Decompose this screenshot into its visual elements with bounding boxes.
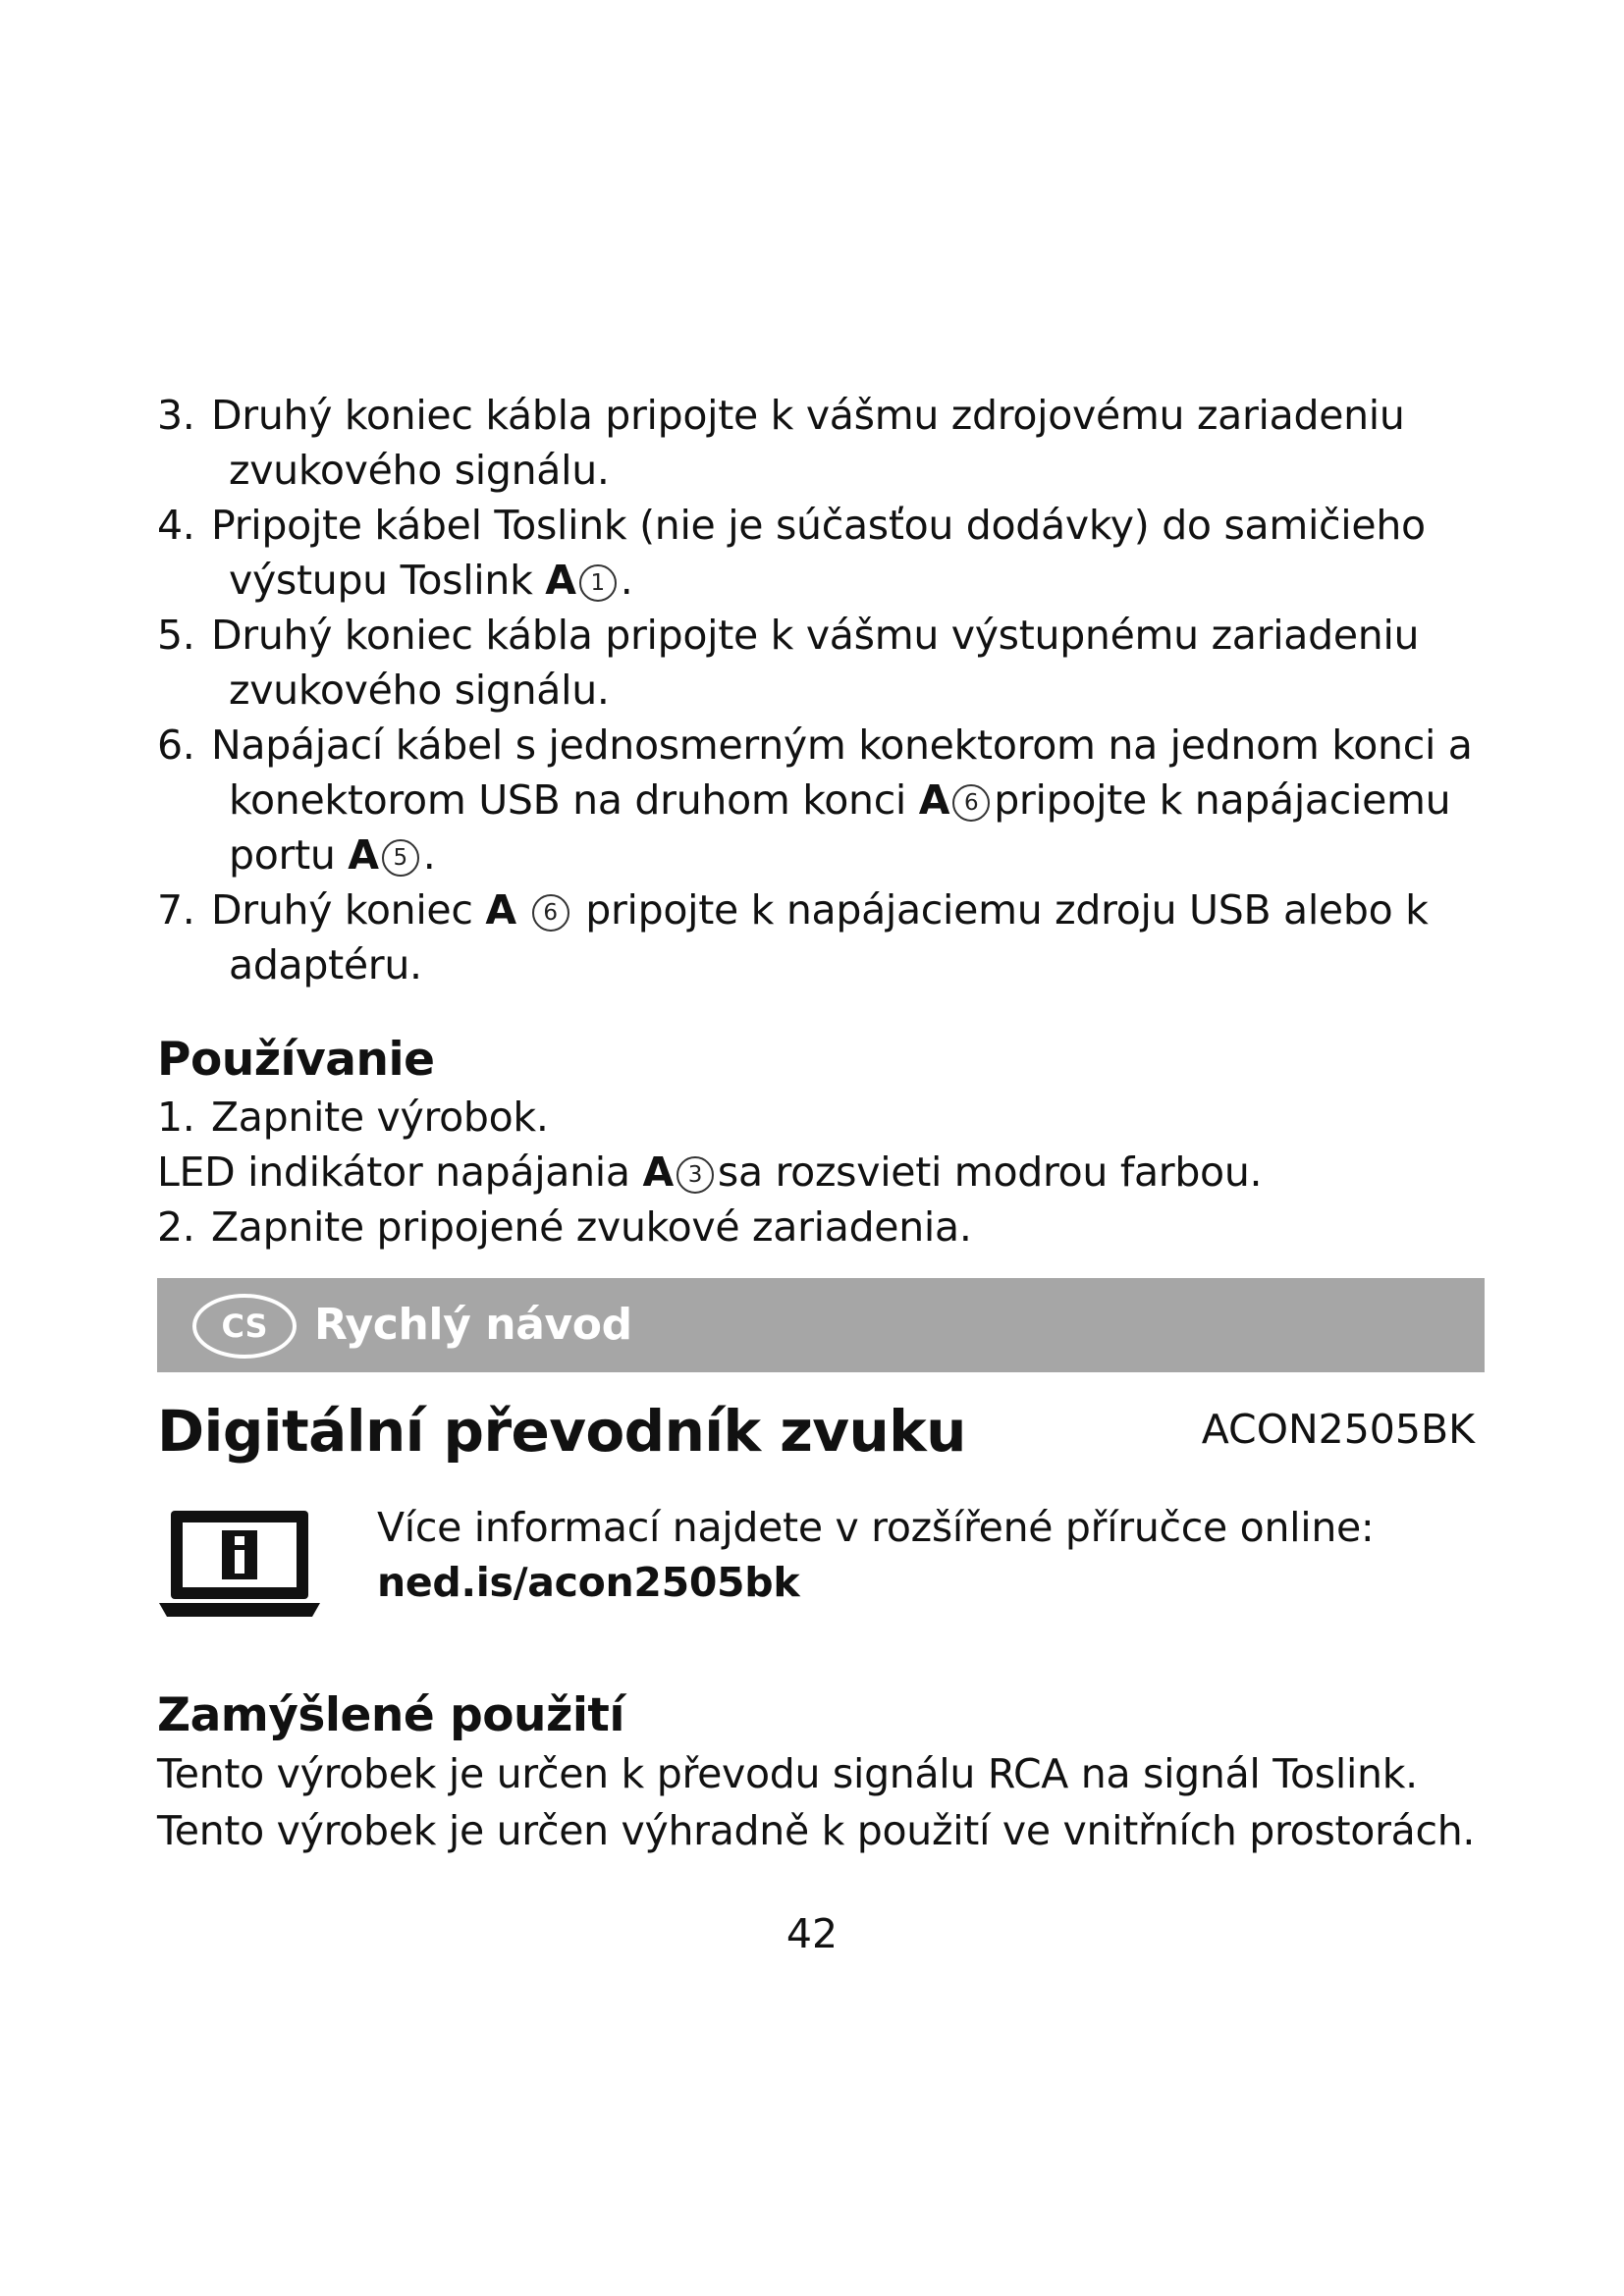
banner-title: Rychlý návod	[314, 1300, 632, 1350]
usage-section	[157, 1031, 1492, 1255]
intended-use-heading: Zamýšlené použití	[157, 1688, 625, 1742]
callout-number: 3	[677, 1156, 714, 1194]
usage-step-2: 2. Zapnite pripojené zvukové zariadenia.	[157, 1203, 972, 1251]
step-4: 4. Pripojte kábel Toslink (nie je súčasťou dodávky) do samičieho výstupu Toslink A 1 .	[157, 502, 1426, 604]
callout-number: 5	[382, 839, 419, 877]
more-info	[377, 1500, 1374, 1610]
product-title: Digitální převodník zvuku	[157, 1398, 966, 1465]
intended-use-section	[157, 1686, 1492, 1859]
connection-steps	[157, 388, 1492, 992]
figure-ref: A	[642, 1148, 674, 1196]
figure-ref: A	[348, 831, 379, 879]
page-number: 42	[785, 1910, 839, 1957]
quick-guide-banner	[157, 1278, 1485, 1372]
callout-number: 1	[579, 564, 617, 602]
online-manual-link[interactable]: ned.is/acon2505bk	[377, 1559, 800, 1606]
step-3: 3. Druhý koniec kábla pripojte k vášmu zdrojovému zariadeniu zvukového signálu.	[157, 392, 1405, 494]
usage-step-1: 1. Zapnite výrobok.	[157, 1094, 549, 1141]
model-number: ACON2505BK	[1201, 1406, 1475, 1453]
usage-heading: Používanie	[157, 1033, 435, 1087]
figure-ref: A	[485, 886, 516, 934]
callout-number: 6	[532, 894, 569, 932]
intended-use-line-1: Tento výrobek je určen k převodu signálu RCA na signál Toslink.	[157, 1750, 1418, 1797]
step-5: 5. Druhý koniec kábla pripojte k vášmu výstupnému zariadeniu zvukového signálu.	[157, 612, 1420, 714]
figure-ref: A	[918, 776, 950, 824]
figure-ref: A	[545, 557, 576, 604]
laptop-info-icon	[157, 1507, 322, 1625]
language-badge: CS	[192, 1294, 297, 1359]
led-note: LED indikátor napájania A 3 sa rozsvieti modrou farbou.	[157, 1148, 1263, 1196]
more-info-text: Více informací najdete v rozšířené příručce online:	[377, 1504, 1375, 1551]
step-7: 7. Druhý koniec A 6 pripojte k napájaciemu zdroju USB alebo k adaptéru.	[157, 886, 1429, 988]
callout-number: 6	[952, 784, 990, 822]
step-6: 6. Napájací kábel s jednosmerným konektorom na jednom konci a konektorom USB na druhom konci A 6 pripojte k napájaciemu portu A 5 .	[157, 721, 1473, 879]
intended-use-line-2: Tento výrobek je určen výhradně k použití ve vnitřních prostorách.	[157, 1807, 1476, 1854]
